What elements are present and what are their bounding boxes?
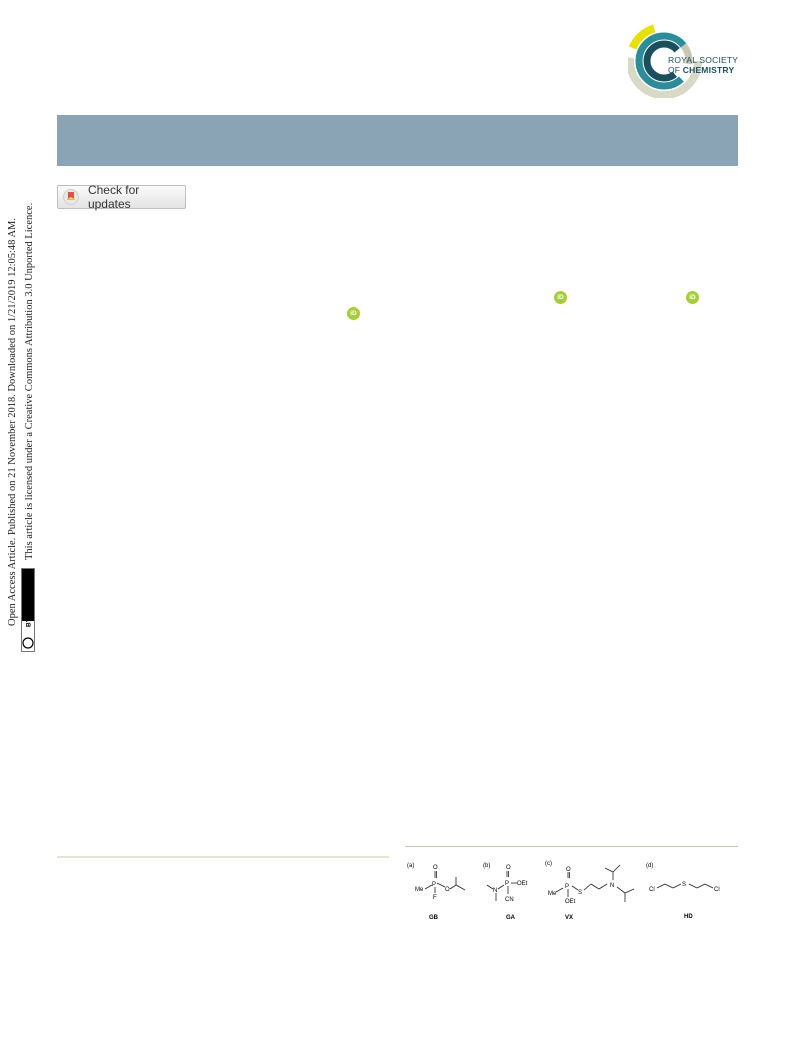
atom-label: N bbox=[610, 883, 615, 889]
atom-label: N bbox=[493, 888, 498, 894]
panel-tag-a: (a) bbox=[407, 863, 415, 869]
figure-top-rule bbox=[405, 846, 738, 847]
crossmark-icon bbox=[63, 189, 79, 205]
atom-label: Me bbox=[415, 887, 424, 893]
check-for-updates-button[interactable] bbox=[57, 185, 186, 209]
header-banner bbox=[57, 115, 738, 166]
orcid-icon[interactable]: iD bbox=[686, 291, 699, 304]
atom-label: O bbox=[433, 865, 438, 871]
atom-label: OEt bbox=[565, 899, 576, 905]
cc-by-badge[interactable] bbox=[21, 568, 35, 652]
atom-label: Cl bbox=[649, 887, 655, 893]
svg-text:BY: BY bbox=[25, 617, 33, 627]
logo-line-2-bold: CHEMISTRY bbox=[682, 65, 735, 75]
compound-name-hd: HD bbox=[684, 914, 693, 920]
atom-label: O bbox=[445, 887, 450, 893]
compound-name-ga: GA bbox=[506, 915, 515, 921]
compound-name-gb: GB bbox=[429, 915, 438, 921]
open-access-notice: Open Access Article. Published on 21 November 2018. Downloaded on 1/21/2019 12:05:48 AM. bbox=[7, 218, 18, 626]
panel-tag-b: (b) bbox=[483, 863, 491, 869]
atom-label: CN bbox=[505, 897, 514, 903]
atom-label: O bbox=[566, 867, 571, 873]
logo-text bbox=[668, 55, 738, 75]
atom-label: P bbox=[432, 882, 437, 888]
atom-label: F bbox=[433, 895, 437, 901]
atom-label: O bbox=[506, 865, 511, 871]
cc-by-icon bbox=[22, 569, 34, 651]
chemical-structures-figure bbox=[405, 856, 738, 928]
atom-label: S bbox=[578, 890, 583, 896]
atom-label: Cl bbox=[714, 887, 720, 893]
atom-label: S bbox=[682, 882, 687, 888]
logo-line-2-prefix: OF bbox=[668, 65, 683, 75]
panel-tag-d: (d) bbox=[646, 863, 654, 869]
atom-label: OEt bbox=[517, 881, 528, 887]
check-for-updates-label: Check for updates bbox=[87, 183, 140, 211]
orcid-icon[interactable]: iD bbox=[554, 291, 567, 304]
compound-name-vx: VX bbox=[565, 915, 574, 921]
logo-line-1: ROYAL SOCIETY bbox=[668, 55, 739, 65]
atom-label: P bbox=[565, 884, 570, 890]
licence-notice[interactable]: This article is licensed under a Creative Commons Attribution 3.0 Unported Licence. bbox=[24, 202, 35, 560]
atom-label: P bbox=[505, 881, 510, 887]
atom-label: Me bbox=[548, 891, 557, 897]
panel-tag-c: (c) bbox=[545, 861, 552, 867]
section-rule-left bbox=[57, 856, 389, 858]
orcid-icon[interactable]: iD bbox=[347, 307, 360, 320]
